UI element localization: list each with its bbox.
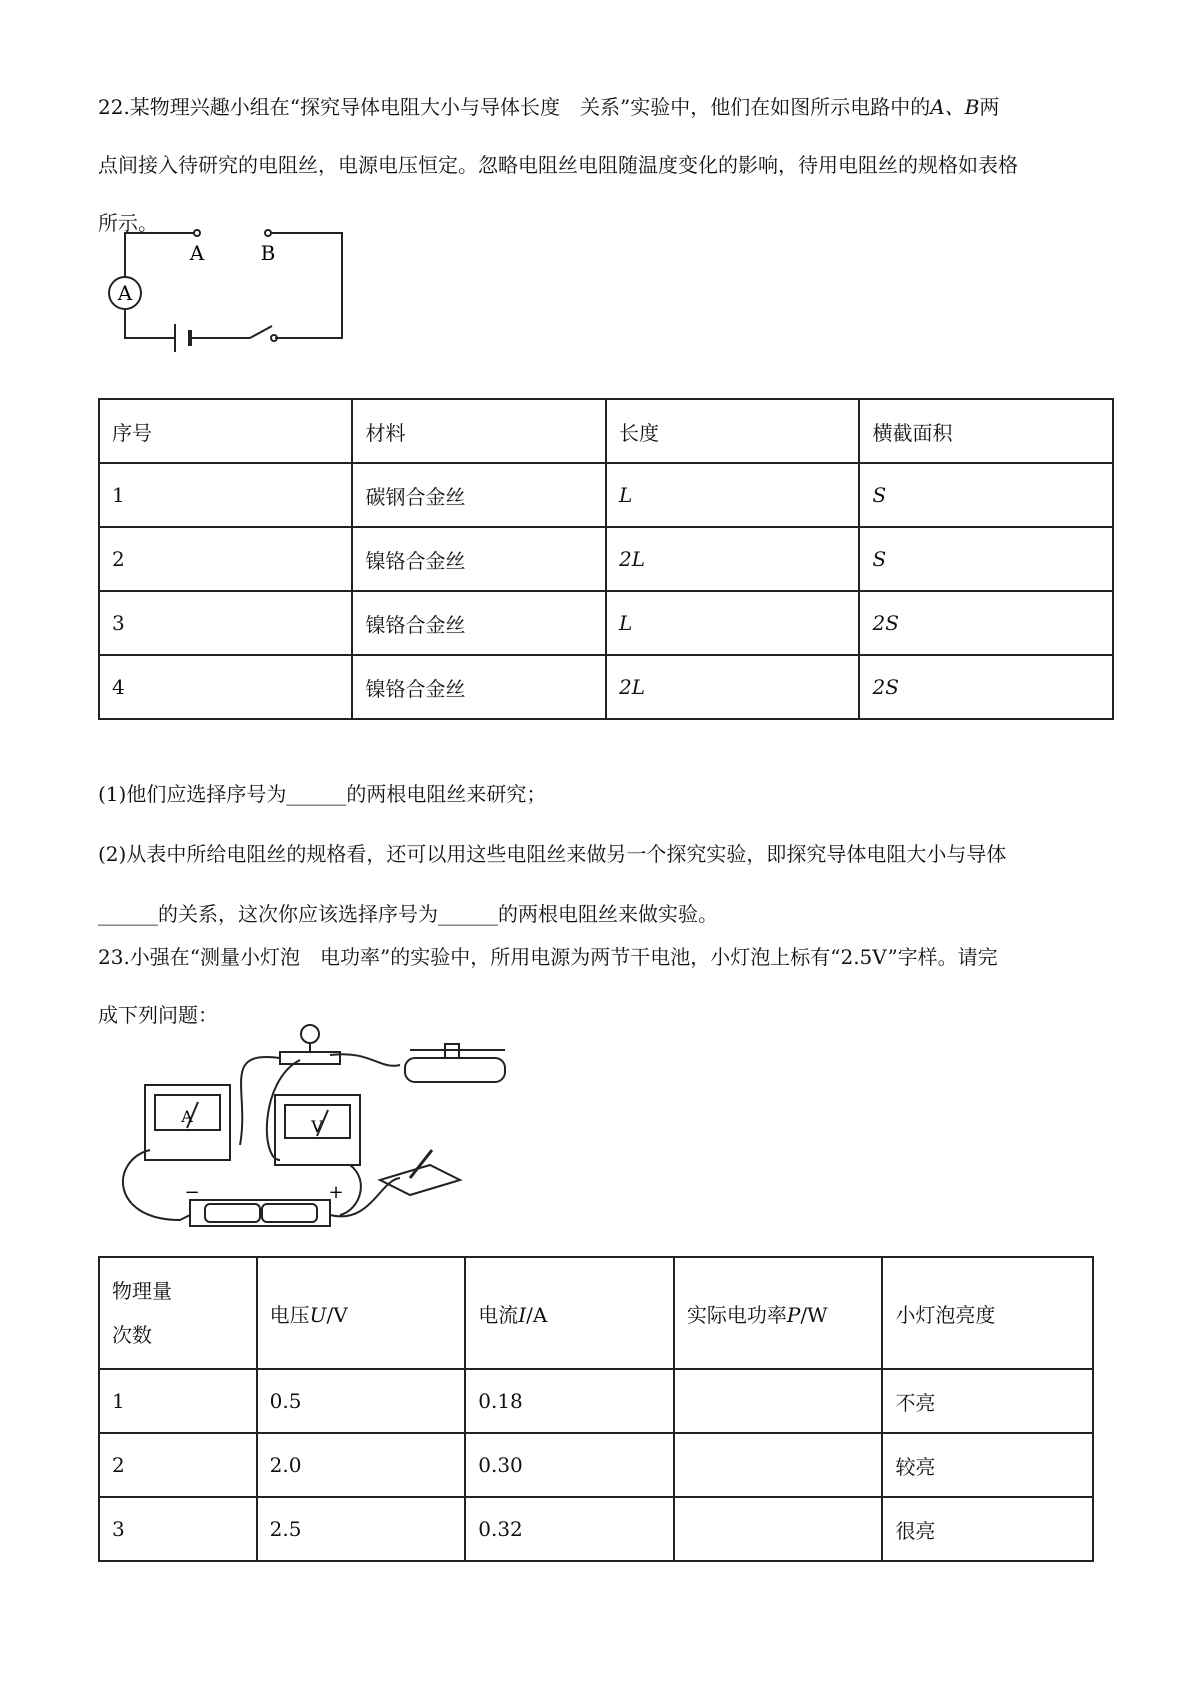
q22-cell-index: 1 — [99, 463, 352, 527]
q22-cell-length: L — [606, 591, 860, 655]
table-row — [99, 527, 1113, 591]
q22-cell-material: 镍铬合金丝 — [352, 527, 605, 591]
q22-cell-material: 镍铬合金丝 — [352, 591, 605, 655]
q22-table — [98, 398, 1114, 720]
terminal-b — [265, 230, 271, 236]
q22-line-1 — [98, 78, 1098, 136]
q23-header-voltage-text: 电压 — [269, 1302, 310, 1327]
battery-cell-2 — [262, 1204, 317, 1222]
q22-cell-area: S — [859, 527, 1113, 591]
q23-header-corner — [99, 1257, 257, 1369]
ammeter-dial-label: A — [181, 1107, 193, 1126]
q23-header-current-unit: /A — [526, 1302, 548, 1327]
q23-header-power-text: 实际电功率 — [686, 1302, 787, 1327]
q22-cell-index: 4 — [99, 655, 352, 719]
q22-sub-2-line-2: ______的关系，这次你应该选择序号为______的两根电阻丝来做实验。 — [98, 902, 718, 926]
q23-cell-voltage: 2.5 — [257, 1497, 466, 1561]
q22-cell-index: 3 — [99, 591, 352, 655]
q23-header-voltage-unit: /V — [326, 1302, 348, 1327]
voltmeter-dial-label: V — [311, 1117, 323, 1136]
switch-contact — [271, 335, 277, 341]
terminal-a-label: A — [189, 241, 205, 265]
battery-cell-1 — [205, 1204, 260, 1222]
q22-line-3: 所示。 — [98, 211, 158, 235]
q22-cell-length: 2L — [606, 527, 860, 591]
q23-header-power — [674, 1257, 883, 1369]
q23-cell-current: 0.32 — [465, 1497, 674, 1561]
battery-minus-label: − — [184, 1182, 200, 1203]
q22-table-header-row — [99, 399, 1113, 463]
q23-cell-current: 0.18 — [465, 1369, 674, 1433]
q22-points-ab: A、B — [930, 95, 980, 119]
wire-lamp-voltmeter — [267, 1060, 300, 1160]
q23-header-quantity: 物理量 — [112, 1279, 172, 1303]
switch-lever — [410, 1150, 432, 1178]
q23-cell-trial: 3 — [99, 1497, 257, 1561]
q23-cell-power[interactable] — [674, 1369, 883, 1433]
battery-plus-label: + — [328, 1182, 344, 1203]
q22-sub-2-line-1: (2)从表中所给电阻丝的规格看，还可以用这些电阻丝来做另一个探究实验，即探究导体电阻大小与导体 — [98, 842, 1007, 866]
q22-line-2: 点间接入待研究的电阻丝，电源电压恒定。忽略电阻丝电阻随温度变化的影响，待用电阻丝的规格如表格 — [98, 153, 1018, 177]
q23-table-header-row — [99, 1257, 1093, 1369]
q22-header-area: 横截面积 — [859, 399, 1113, 463]
table-row — [99, 655, 1113, 719]
ammeter-label: A — [117, 281, 133, 305]
rheostat-coil — [405, 1058, 505, 1082]
q23-header-power-symbol: P — [786, 1302, 801, 1327]
q23-table — [98, 1256, 1094, 1562]
q22-cell-length: 2L — [606, 655, 860, 719]
q22-subquestions — [98, 768, 1098, 948]
lamp-bulb — [301, 1025, 319, 1043]
q22-cell-area: S — [859, 463, 1113, 527]
q23-apparatus-drawing — [110, 1010, 530, 1230]
q22-line-1-text: 22.某物理兴趣小组在“探究导体电阻大小与导体长度 关系”实验中，他们在如图所示电路中的 — [98, 95, 931, 119]
q23-cell-current: 0.30 — [465, 1433, 674, 1497]
terminal-b-label: B — [260, 241, 276, 265]
q23-header-voltage-symbol: U — [309, 1302, 327, 1327]
q22-cell-area: 2S — [859, 591, 1113, 655]
wire-bottom-left — [125, 308, 175, 338]
q22-header-material: 材料 — [352, 399, 605, 463]
q22-cell-length: L — [606, 463, 860, 527]
q22-cell-material: 碳钢合金丝 — [352, 463, 605, 527]
q23-header-current — [465, 1257, 674, 1369]
wire-top-left — [125, 233, 195, 278]
q23-cell-trial: 1 — [99, 1369, 257, 1433]
q22-sub-1: (1)他们应选择序号为______的两根电阻丝来研究； — [98, 782, 547, 806]
q23-cell-voltage: 2.0 — [257, 1433, 466, 1497]
q23-header-trial: 次数 — [112, 1323, 152, 1347]
table-row — [99, 1433, 1093, 1497]
q22-text — [98, 78, 1098, 252]
q23-cell-brightness: 不亮 — [882, 1369, 1093, 1433]
q22-line-1-end: 两 — [979, 95, 1000, 119]
q23-cell-power[interactable] — [674, 1433, 883, 1497]
q22-cell-index: 2 — [99, 527, 352, 591]
terminal-a — [194, 230, 200, 236]
q22-header-index: 序号 — [99, 399, 352, 463]
lamp-base — [280, 1052, 340, 1064]
q23-cell-voltage: 0.5 — [257, 1369, 466, 1433]
q22-cell-area: 2S — [859, 655, 1113, 719]
table-row — [99, 463, 1113, 527]
q23-line-1: 23.小强在“测量小灯泡 电功率”的实验中，所用电源为两节干电池，小灯泡上标有“2.5V”字样。请完 — [98, 945, 998, 969]
q23-cell-trial: 2 — [99, 1433, 257, 1497]
q23-header-power-unit: /W — [800, 1302, 828, 1327]
q23-header-current-symbol: I — [518, 1302, 527, 1327]
table-row — [99, 1369, 1093, 1433]
q22-header-length: 长度 — [606, 399, 860, 463]
table-row — [99, 591, 1113, 655]
q23-header-current-text: 电流 — [478, 1302, 519, 1327]
q23-header-brightness: 小灯泡亮度 — [882, 1257, 1093, 1369]
q22-cell-material: 镍铬合金丝 — [352, 655, 605, 719]
q23-cell-power[interactable] — [674, 1497, 883, 1561]
table-row — [99, 1497, 1093, 1561]
switch-lever — [250, 326, 272, 338]
q23-line-2: 成下列问题： — [98, 1003, 218, 1027]
q23-cell-brightness: 较亮 — [882, 1433, 1093, 1497]
q23-cell-brightness: 很亮 — [882, 1497, 1093, 1561]
wire-right — [270, 233, 342, 338]
q22-circuit-diagram — [100, 228, 380, 368]
q23-header-voltage — [257, 1257, 466, 1369]
